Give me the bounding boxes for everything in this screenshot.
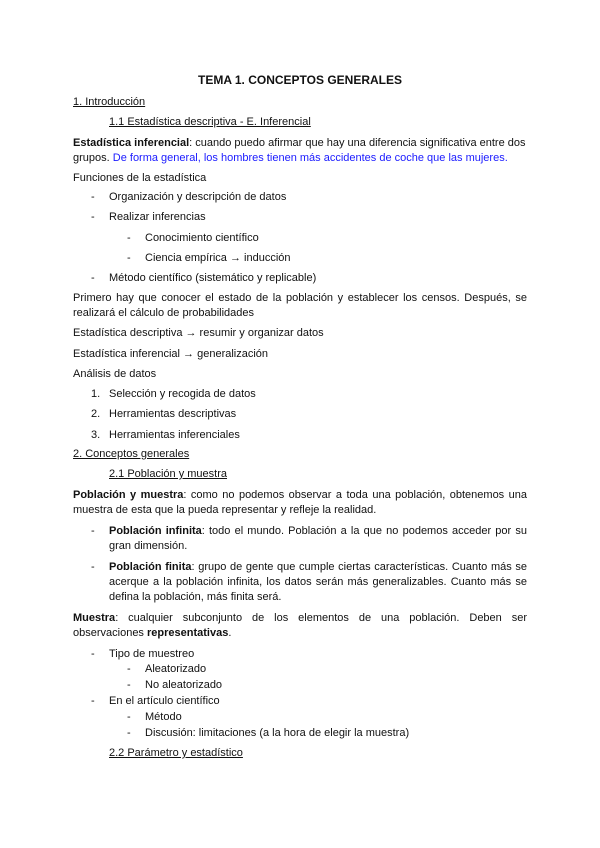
funciones-item: Realizar inferencias [109, 211, 206, 223]
inferencial-line: Estadística inferencial → generalización [73, 348, 269, 360]
analisis-item: Herramientas descriptivas [109, 408, 237, 420]
list-number: 1. [91, 388, 101, 400]
section-1-heading: 1. Introducción [73, 96, 146, 108]
bullet-dash: - [127, 663, 131, 675]
infinita-line-1 [109, 524, 527, 538]
bullet-dash: - [91, 272, 95, 284]
funciones-item: Organización y descripción de datos [109, 191, 287, 203]
infinita-def-1: : todo el mundo. Población a la que no podemos acceder por su [201, 525, 527, 537]
poblacion-muestra-line-2: muestra de esta que la pueda representar y refleje la realidad. [73, 504, 377, 516]
inferencial-definition-line-2 [73, 151, 508, 165]
poblacion-muestra-line-1 [73, 488, 527, 502]
bullet-dash: - [127, 679, 131, 691]
section-2-heading: 2. Conceptos generales [73, 448, 190, 460]
subsection-2-2-heading: 2.2 Parámetro y estadístico [109, 747, 243, 759]
muestra-def-2: observaciones [73, 627, 147, 639]
bullet-dash: - [91, 525, 95, 537]
muestra-line-1 [73, 611, 527, 625]
finita-term: Población finita [109, 561, 192, 573]
censos-line-2: realizará el cálculo de probabilidades [73, 307, 255, 319]
analisis-item: Herramientas inferenciales [109, 429, 240, 441]
funciones-subitem: Ciencia empírica → inducción [145, 252, 291, 264]
bullet-dash: - [127, 252, 131, 264]
inferencial-def-1: : cuando puedo afirmar que hay una diferencia significativa entre dos [189, 137, 526, 149]
poblacion-muestra-def-1: : como no podemos observar a toda una población, obtenemos una [183, 489, 527, 501]
tipo-muestreo-label: Tipo de muestreo [109, 648, 195, 660]
bullet-dash: - [127, 727, 131, 739]
bullet-dash: - [91, 648, 95, 660]
inferencial-definition-line-1 [73, 136, 526, 150]
finita-def-1: : grupo de gente que cumple ciertas características. Cuanto más se [191, 561, 527, 573]
list-number: 2. [91, 408, 101, 420]
muestra-def-1: : cualquier subconjunto de los elementos de una población. Deben ser [115, 612, 527, 624]
bullet-dash: - [91, 211, 95, 223]
infinita-line-2: gran dimensión. [109, 540, 188, 552]
censos-line-1: Primero hay que conocer el estado de la población y establecer los censos. Después, se [73, 292, 527, 304]
page-title: TEMA 1. CONCEPTOS GENERALES [197, 73, 403, 87]
example-blue-text: De forma general, los hombres tienen más accidentes de coche que las mujeres. [112, 152, 508, 164]
subsection-1-1-heading: 1.1 Estadística descriptiva - E. Inferencial [109, 116, 311, 128]
muestra-term: Muestra [73, 612, 116, 624]
bullet-dash: - [91, 191, 95, 203]
articulo-item: Discusión: limitaciones (a la hora de elegir la muestra) [145, 727, 410, 739]
muestra-end: . [228, 627, 232, 639]
finita-line-2: acerque a la población infinita, los datos serán más generalizables. Cuanto más se [109, 576, 527, 588]
articulo-label: En el artículo científico [109, 695, 220, 707]
poblacion-muestra-term: Población y muestra [73, 489, 184, 501]
articulo-item: Método [145, 711, 182, 723]
funciones-subitem: Conocimiento científico [145, 232, 259, 244]
bullet-dash: - [127, 232, 131, 244]
inferencial-term: Estadística inferencial [73, 137, 190, 149]
bullet-dash: - [91, 695, 95, 707]
bullet-dash: - [127, 711, 131, 723]
funciones-label: Funciones de la estadística [73, 172, 207, 184]
bullet-dash: - [91, 561, 95, 573]
analisis-item: Selección y recogida de datos [109, 388, 256, 400]
descriptiva-line: Estadística descriptiva → resumir y organizar datos [73, 327, 324, 339]
list-number: 3. [91, 429, 101, 441]
inferencial-def-2: grupos. [73, 152, 110, 164]
subsection-2-1-heading: 2.1 Población y muestra [109, 468, 228, 480]
analisis-label: Análisis de datos [73, 368, 157, 380]
finita-line-1 [109, 560, 527, 574]
tipo-muestreo-item: No aleatorizado [145, 679, 223, 691]
infinita-term: Población infinita [109, 525, 202, 537]
finita-line-3: defina la población, más finita será. [109, 591, 282, 603]
tipo-muestreo-item: Aleatorizado [145, 663, 207, 675]
muestra-representativas: representativas [147, 627, 229, 639]
muestra-line-2 [73, 626, 231, 640]
funciones-item: Método científico (sistemático y replicable) [109, 272, 317, 284]
